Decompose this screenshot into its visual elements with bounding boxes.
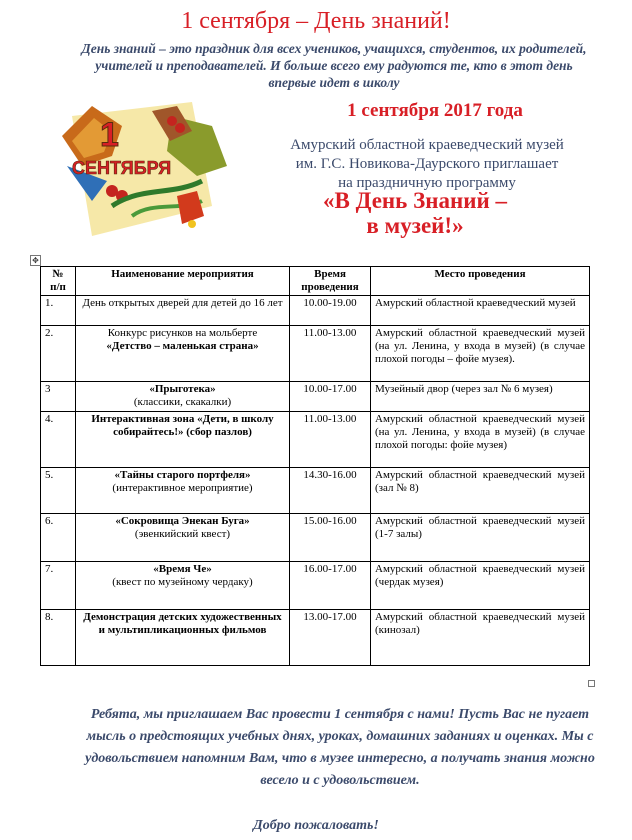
row-time: 16.00-17.00 <box>290 562 371 610</box>
row-place: Амурский областной краеведческий музей <box>371 296 590 326</box>
row-num: 6. <box>41 514 76 562</box>
row-time: 11.00-13.00 <box>290 412 371 468</box>
row-name <box>76 382 290 412</box>
header-place: Место проведения <box>371 267 590 296</box>
table-row <box>41 468 590 514</box>
row-num: 2. <box>41 326 76 382</box>
program-headline <box>250 188 580 238</box>
row-num: 8. <box>41 610 76 666</box>
table-header-row <box>41 267 590 296</box>
row-name-plain: Конкурс рисунков на мольберте <box>107 327 258 339</box>
row-place: Амурский областной краеведческий музей (чердак музея) <box>371 562 590 610</box>
event-date: 1 сентября 2017 года <box>347 100 523 121</box>
row-name-plain: День открытых дверей для детей до 16 лет <box>82 297 283 309</box>
row-name <box>76 610 290 666</box>
invite-text <box>248 136 606 193</box>
headline-line: «В День Знаний – <box>323 188 507 213</box>
row-name <box>76 326 290 382</box>
row-name <box>76 412 290 468</box>
row-num: 1. <box>41 296 76 326</box>
header-time <box>290 267 371 296</box>
table-row <box>41 382 590 412</box>
row-place: Амурский областной краеведческий музей (кинозал) <box>371 610 590 666</box>
row-name <box>76 562 290 610</box>
resize-handle[interactable] <box>588 680 595 687</box>
header-num-line: п/п <box>50 281 66 293</box>
logo-number: 1 <box>100 116 119 154</box>
row-name-plain: (эвенкийский квест) <box>134 528 231 540</box>
header-time-line: проведения <box>301 281 359 293</box>
row-name-bold: «Время Че» <box>153 563 212 575</box>
row-name-bold: «Детство – маленькая страна» <box>106 340 259 352</box>
row-time: 15.00-16.00 <box>290 514 371 562</box>
row-num: 4. <box>41 412 76 468</box>
move-arrows-icon[interactable]: ✥ <box>30 255 41 266</box>
row-name-bold: Интерактивная зона «Дети, в школу собирайтесь!» (сбор пазлов) <box>91 413 274 438</box>
row-num: 5. <box>41 468 76 514</box>
row-time: 10.00-19.00 <box>290 296 371 326</box>
events-table <box>40 266 590 666</box>
row-name-plain: (классики, скакалки) <box>133 396 232 408</box>
row-name-bold: «Сокровища Энекан Буга» <box>115 515 250 527</box>
row-time: 11.00-13.00 <box>290 326 371 382</box>
invite-line: им. Г.С. Новикова-Даурского приглашает <box>295 156 559 172</box>
row-name-bold: «Тайны старого портфеля» <box>114 469 251 481</box>
row-place: Амурский областной краеведческий музей (на ул. Ленина, у входа в музей) (в случае плохой погоды – фойе музея). <box>371 326 590 382</box>
closing-text: Ребята, мы приглашаем Вас провести 1 сентября с нами! Пусть Вас не пугает мысль о предстоящих учебных днях, уроках, домашних заданиях и оценках. Мы с удовольствием напомним Вам, что в музее интересно, а получать знания можно весело и с удовольствием. <box>85 707 595 788</box>
row-place: Музейный двор (через зал № 6 музея) <box>371 382 590 412</box>
row-time: 10.00-17.00 <box>290 382 371 412</box>
header-num-line: № <box>52 268 64 280</box>
row-place: Амурский областной краеведческий музей (1-7 залы) <box>371 514 590 562</box>
header-name: Наименование мероприятия <box>76 267 290 296</box>
headline-line: в музей!» <box>366 213 464 238</box>
welcome-text: Добро пожаловать! <box>253 818 379 833</box>
row-name <box>76 296 290 326</box>
row-time: 13.00-17.00 <box>290 610 371 666</box>
row-name <box>76 468 290 514</box>
invite-line: на праздничную программу <box>338 175 516 191</box>
header-num <box>41 267 76 296</box>
september-logo-icon <box>52 96 242 246</box>
row-num: 3 <box>41 382 76 412</box>
table-row <box>41 610 590 666</box>
row-time: 14.30-16.00 <box>290 468 371 514</box>
page-title: 1 сентября – День знаний! <box>181 8 451 34</box>
header-time-line: Время <box>314 268 346 280</box>
invite-line: Амурский областной краеведческий музей <box>290 137 564 153</box>
table-row <box>41 296 590 326</box>
row-place: Амурский областной краеведческий музей (на ул. Ленина, у входа в музей) (в случае плохой погоды: фойе музея) <box>371 412 590 468</box>
table-row <box>41 412 590 468</box>
row-place: Амурский областной краеведческий музей (зал № 8) <box>371 468 590 514</box>
row-name-plain: (квест по музейному чердаку) <box>112 576 253 588</box>
intro-text: День знаний – это праздник для всех учеников, учащихся, студентов, их родителей, учителей и преподавателей. И больше всего ему радуются те, кто в этот день впервые идет в школу <box>81 41 587 90</box>
row-name-bold: «Прыготека» <box>149 383 216 395</box>
row-name <box>76 514 290 562</box>
table-row <box>41 326 590 382</box>
table-row <box>41 514 590 562</box>
table-row <box>41 562 590 610</box>
row-num: 7. <box>41 562 76 610</box>
logo-word: СЕНТЯБРЯ <box>72 158 172 178</box>
row-name-bold: Демонстрация детских художественных и мультипликационных фильмов <box>83 611 282 636</box>
row-name-plain: (интерактивное мероприятие) <box>112 482 253 494</box>
